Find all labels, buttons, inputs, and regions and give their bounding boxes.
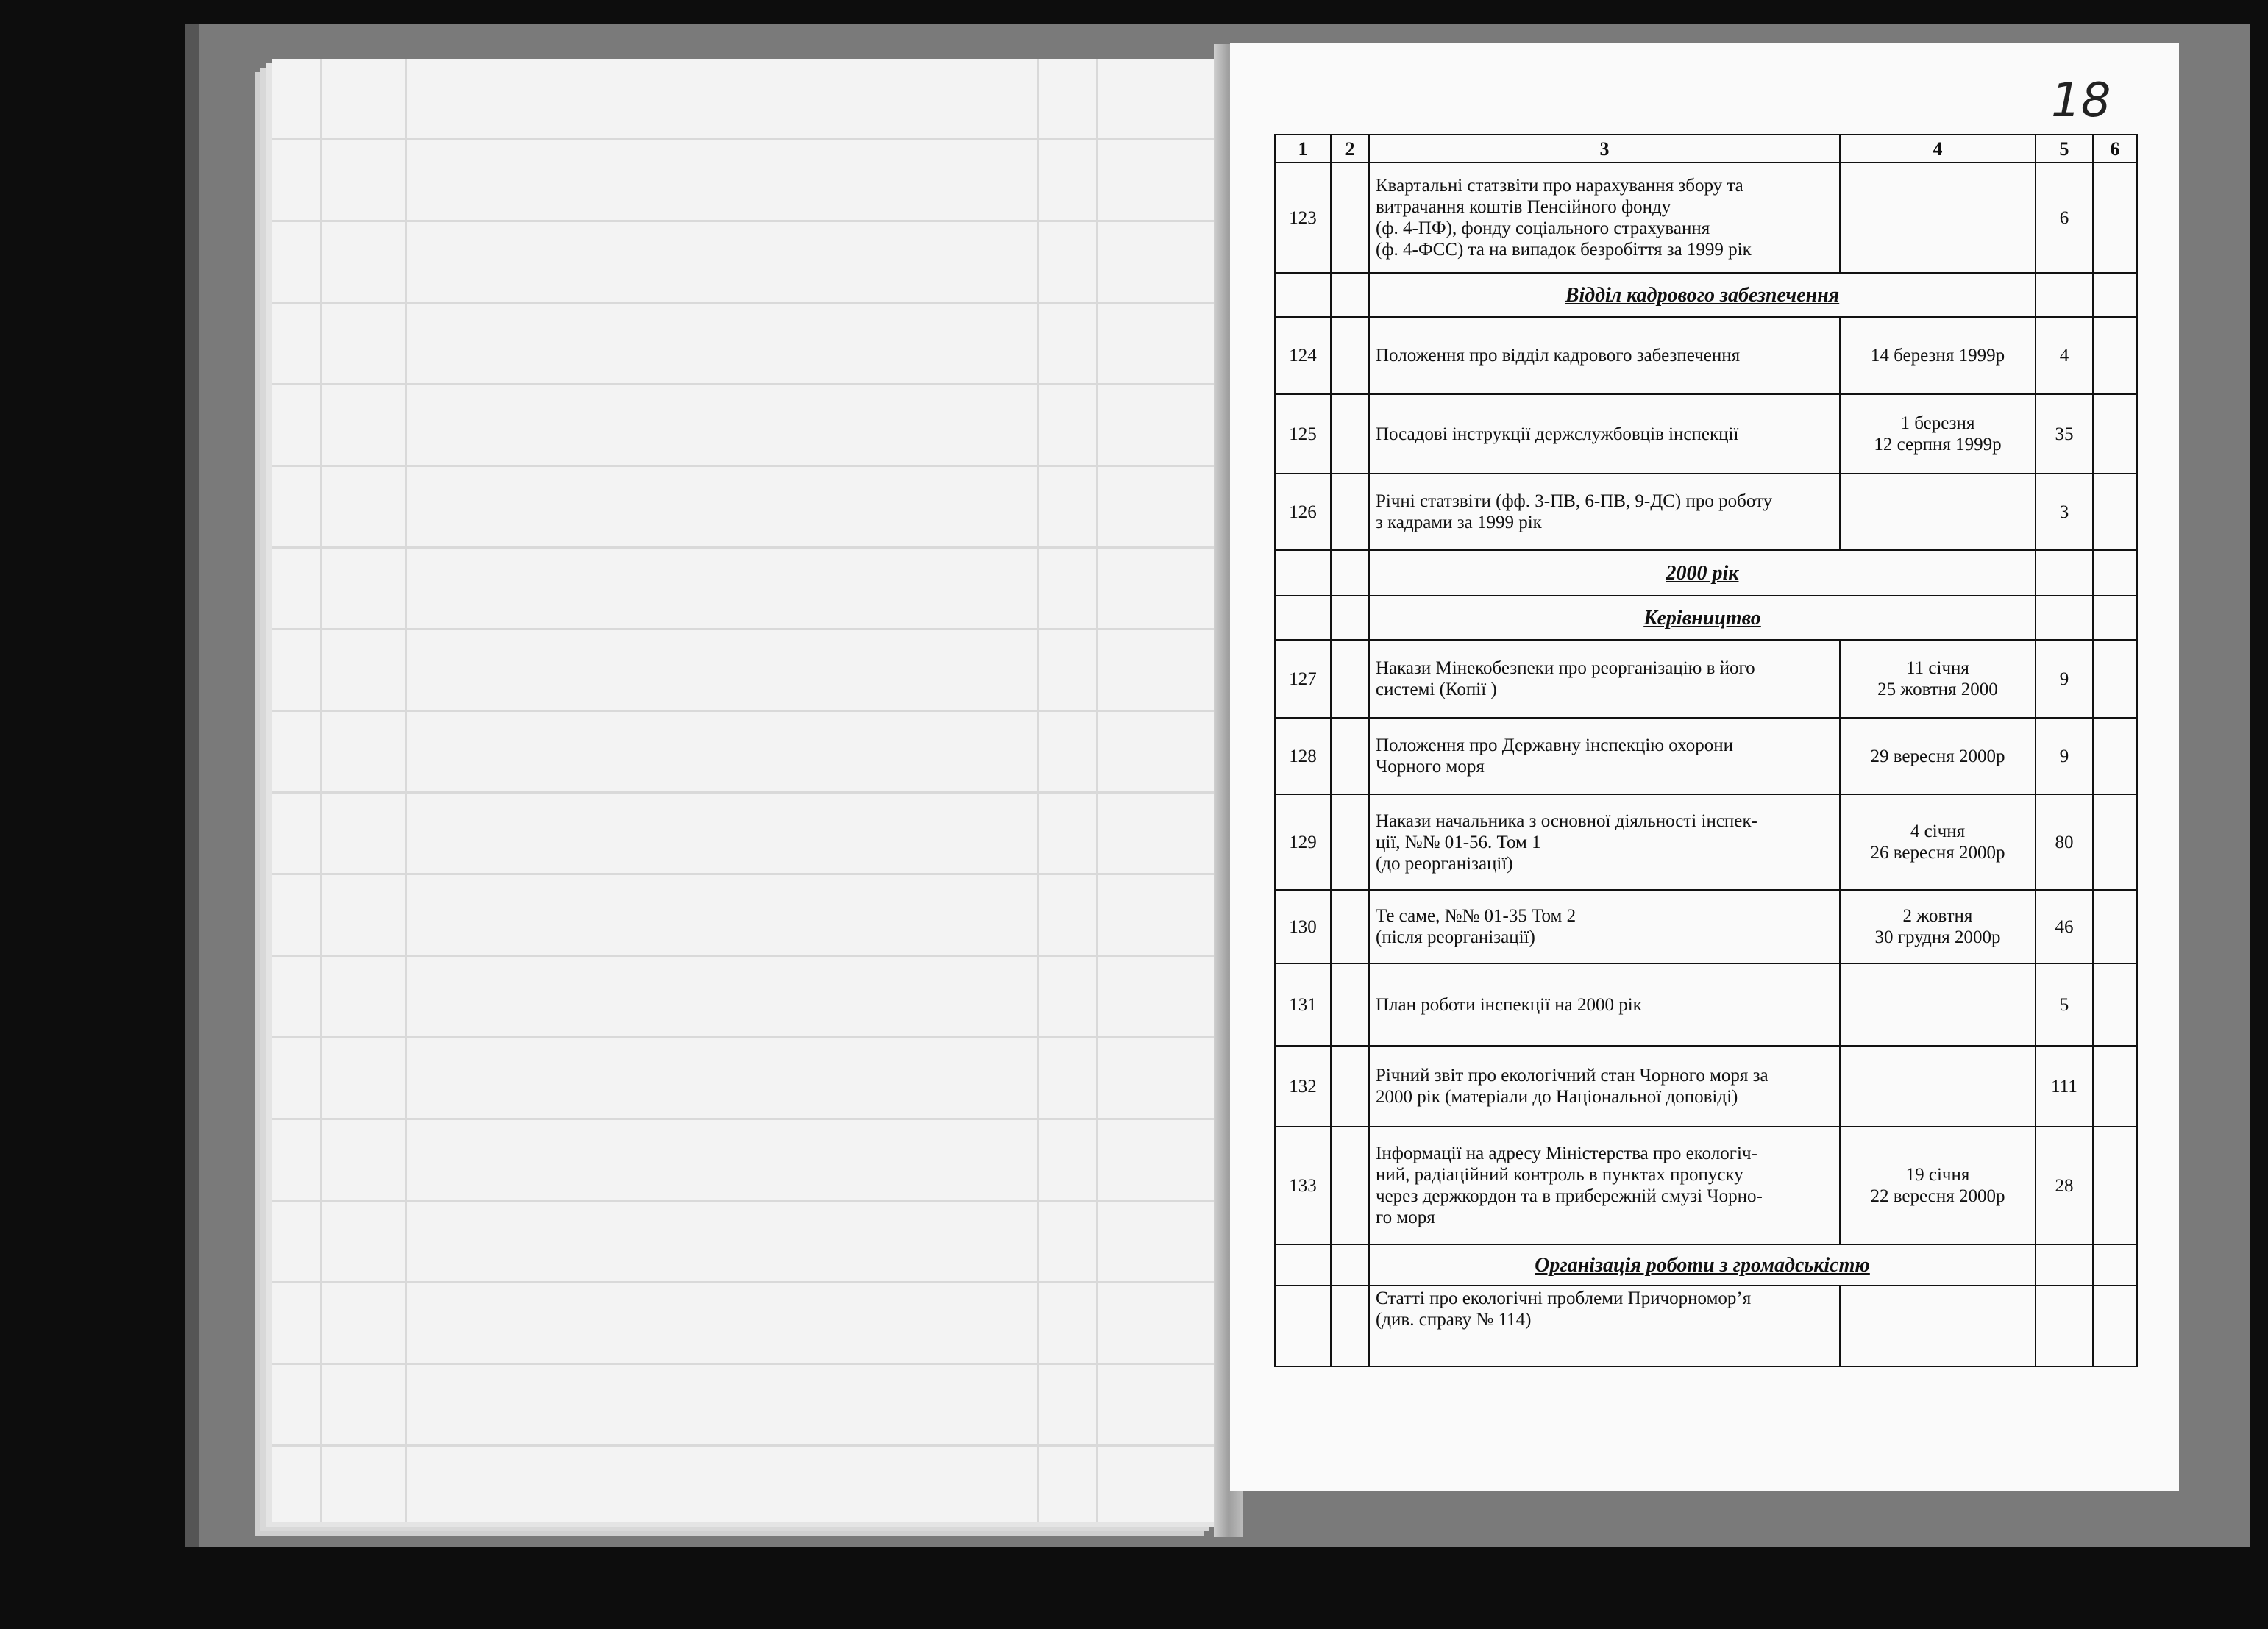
row-col6 bbox=[2093, 474, 2137, 550]
row-col6 bbox=[2093, 640, 2137, 718]
row-number: 127 bbox=[1275, 640, 1331, 718]
row-title: Річні статзвіти (фф. 3-ПВ, 6-ПВ, 9-ДС) про роботу з кадрами за 1999 рік bbox=[1369, 474, 1840, 550]
section-title: 2000 рік bbox=[1369, 550, 2036, 596]
row-number: 132 bbox=[1275, 1046, 1331, 1127]
row-col2 bbox=[1331, 640, 1369, 718]
row-col6 bbox=[2093, 718, 2137, 794]
row-number: 124 bbox=[1275, 317, 1331, 394]
row-number: 133 bbox=[1275, 1127, 1331, 1244]
row-pages: 9 bbox=[2036, 718, 2093, 794]
row-col6 bbox=[2093, 163, 2137, 273]
row-dates bbox=[1840, 963, 2036, 1046]
row-pages: 80 bbox=[2036, 794, 2093, 890]
row-pages: 35 bbox=[2036, 394, 2093, 474]
header-cell-5: 5 bbox=[2036, 135, 2093, 163]
row-dates bbox=[1840, 1046, 2036, 1127]
row-pages: 6 bbox=[2036, 163, 2093, 273]
table-row bbox=[1275, 1046, 2137, 1127]
row-col6 bbox=[2093, 794, 2137, 890]
section-title: Організація роботи з громадськістю bbox=[1369, 1244, 2036, 1286]
row-dates bbox=[1840, 1286, 2036, 1366]
row-col2 bbox=[1331, 1046, 1369, 1127]
header-cell-3: 3 bbox=[1369, 135, 1840, 163]
inventory-table bbox=[1274, 134, 2138, 1367]
row-dates: 2 жовтня 30 грудня 2000р bbox=[1840, 890, 2036, 963]
row-title: Посадові інструкції держслужбовців інспекції bbox=[1369, 394, 1840, 474]
row-col6 bbox=[2093, 317, 2137, 394]
row-pages: 46 bbox=[2036, 890, 2093, 963]
table-row bbox=[1275, 640, 2137, 718]
table-row bbox=[1275, 794, 2137, 890]
section-title: Відділ кадрового забезпечення bbox=[1369, 273, 2036, 317]
row-number: 125 bbox=[1275, 394, 1331, 474]
row-col2 bbox=[1331, 890, 1369, 963]
row-col6 bbox=[2093, 394, 2137, 474]
row-title: Інформації на адресу Міністерства про екологіч- ний, радіаційний контроль в пунктах пропуску через держкордон та в прибережній смузі Чорно- го моря bbox=[1369, 1127, 1840, 1244]
header-cell-2: 2 bbox=[1331, 135, 1369, 163]
row-dates: 29 вересня 2000р bbox=[1840, 718, 2036, 794]
row-col6 bbox=[2093, 890, 2137, 963]
section-row bbox=[1275, 550, 2137, 596]
header-cell-4: 4 bbox=[1840, 135, 2036, 163]
header-cell-6: 6 bbox=[2093, 135, 2137, 163]
row-dates bbox=[1840, 163, 2036, 273]
section-title: Керівництво bbox=[1369, 596, 2036, 640]
table-row bbox=[1275, 474, 2137, 550]
row-dates: 4 січня 26 вересня 2000р bbox=[1840, 794, 2036, 890]
row-col6 bbox=[2093, 1127, 2137, 1244]
row-title: Положення про Державну інспекцію охорони Чорного моря bbox=[1369, 718, 1840, 794]
table-row bbox=[1275, 1127, 2137, 1244]
row-dates: 11 січня 25 жовтня 2000 bbox=[1840, 640, 2036, 718]
row-number: 129 bbox=[1275, 794, 1331, 890]
row-pages: 111 bbox=[2036, 1046, 2093, 1127]
row-col2 bbox=[1331, 317, 1369, 394]
row-title: Річний звіт про екологічний стан Чорного моря за 2000 рік (матеріали до Національної доповіді) bbox=[1369, 1046, 1840, 1127]
header-row bbox=[1275, 135, 2137, 163]
bleed-through-grid bbox=[272, 59, 1221, 1522]
row-col2 bbox=[1331, 394, 1369, 474]
row-pages: 4 bbox=[2036, 317, 2093, 394]
row-number: 128 bbox=[1275, 718, 1331, 794]
row-pages: 9 bbox=[2036, 640, 2093, 718]
row-dates: 14 березня 1999р bbox=[1840, 317, 2036, 394]
row-title: Накази начальника з основної діяльності інспек- ції, №№ 01-56. Том 1 (до реорганізації) bbox=[1369, 794, 1840, 890]
row-dates bbox=[1840, 474, 2036, 550]
row-col2 bbox=[1331, 718, 1369, 794]
table-row bbox=[1275, 963, 2137, 1046]
row-col2 bbox=[1331, 163, 1369, 273]
row-pages: 5 bbox=[2036, 963, 2093, 1046]
handwritten-sheet-number: 18 bbox=[2051, 74, 2111, 128]
row-number: 126 bbox=[1275, 474, 1331, 550]
row-col2 bbox=[1331, 474, 1369, 550]
row-pages bbox=[2036, 1286, 2093, 1366]
row-col2 bbox=[1331, 963, 1369, 1046]
section-row bbox=[1275, 1244, 2137, 1286]
row-number: 131 bbox=[1275, 963, 1331, 1046]
row-title: Квартальні статзвіти про нарахування збору та витрачання коштів Пенсійного фонду (ф. 4-ПФ), фонду соціального страхування (ф. 4-ФСС) та на випадок безробіття за 1999 рік bbox=[1369, 163, 1840, 273]
row-dates: 1 березня 12 серпня 1999р bbox=[1840, 394, 2036, 474]
row-number: 123 bbox=[1275, 163, 1331, 273]
row-col2 bbox=[1331, 794, 1369, 890]
row-col6 bbox=[2093, 963, 2137, 1046]
row-col2 bbox=[1331, 1286, 1369, 1366]
table-row bbox=[1275, 317, 2137, 394]
table-row bbox=[1275, 1286, 2137, 1366]
folder-board-edge bbox=[185, 24, 199, 1547]
table-row bbox=[1275, 163, 2137, 273]
table-row bbox=[1275, 890, 2137, 963]
left-page-reverse bbox=[272, 59, 1221, 1522]
row-col2 bbox=[1331, 1127, 1369, 1244]
row-col6 bbox=[2093, 1046, 2137, 1127]
row-title: Те саме, №№ 01-35 Том 2 (після реорганізації) bbox=[1369, 890, 1840, 963]
row-number: 130 bbox=[1275, 890, 1331, 963]
row-title: План роботи інспекції на 2000 рік bbox=[1369, 963, 1840, 1046]
row-title: Положення про відділ кадрового забезпечення bbox=[1369, 317, 1840, 394]
header-cell-1: 1 bbox=[1275, 135, 1331, 163]
row-pages: 3 bbox=[2036, 474, 2093, 550]
section-row bbox=[1275, 273, 2137, 317]
table-row bbox=[1275, 394, 2137, 474]
table-row bbox=[1275, 718, 2137, 794]
row-number bbox=[1275, 1286, 1331, 1366]
row-title: Накази Мінекобезпеки про реорганізацію в його системі (Копії ) bbox=[1369, 640, 1840, 718]
row-col6 bbox=[2093, 1286, 2137, 1366]
row-pages: 28 bbox=[2036, 1127, 2093, 1244]
row-title: Статті про екологічні проблеми Причорномор’я (див. справу № 114) bbox=[1369, 1286, 1840, 1366]
section-row bbox=[1275, 596, 2137, 640]
row-dates: 19 січня 22 вересня 2000р bbox=[1840, 1127, 2036, 1244]
